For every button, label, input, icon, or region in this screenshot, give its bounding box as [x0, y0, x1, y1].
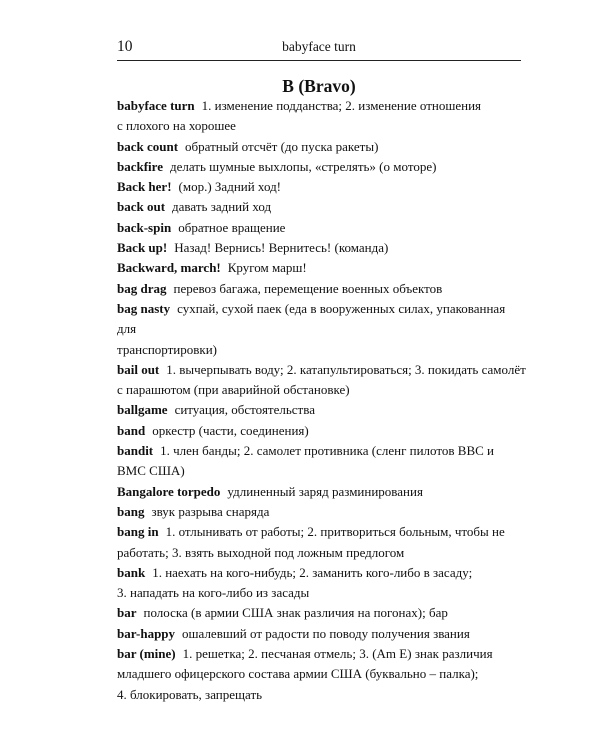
entry-continuation: 4. блокировать, запрещать [117, 686, 263, 702]
entry-definition: обратное вращение [178, 219, 286, 235]
entry-definition: удлиненный заряд разминирования [227, 483, 423, 499]
entry-continuation: с парашютом (при аварийной обстановке) [117, 382, 350, 398]
entry-line [117, 157, 527, 177]
entry-definition: делать шумные выхлопы, «стрелять» (о моторе) [169, 158, 437, 174]
entry-line [117, 522, 527, 542]
dictionary-entry [117, 400, 527, 420]
entry-term: band [117, 422, 146, 438]
entry-definition: оркестр (части, соединения) [152, 422, 309, 438]
dictionary-entry [117, 441, 527, 482]
entry-term: bar [117, 605, 137, 621]
entry-continuation: с плохого на хорошее [117, 118, 236, 134]
dictionary-entry [117, 563, 527, 604]
entry-term: bar (mine) [117, 646, 176, 662]
entry-continuation: младшего офицерского состава армии США (буквально – палка); [117, 666, 479, 682]
entry-continuation: ВМС США) [117, 463, 185, 479]
dictionary-entry [117, 258, 527, 278]
entry-term: bar-happy [117, 625, 176, 641]
entry-definition: давать задний ход [172, 199, 272, 215]
dictionary-entry [117, 624, 527, 644]
entry-term: Backward, march! [117, 260, 221, 276]
entry-line [117, 177, 527, 197]
entry-line [117, 299, 527, 340]
entry-line [117, 279, 527, 299]
entry-term: bang in [117, 524, 159, 540]
entry-term: backfire [117, 158, 163, 174]
dictionary-entry [117, 197, 527, 217]
dictionary-entry [117, 218, 527, 238]
entry-line [117, 258, 527, 278]
dictionary-entry [117, 421, 527, 441]
dictionary-entry [117, 360, 527, 401]
dictionary-entry [117, 644, 527, 705]
entry-line [117, 502, 527, 522]
entry-term: bank [117, 564, 146, 580]
entry-definition: 1. член банды; 2. самолет противника (сленг пилотов ВВС и [160, 443, 494, 459]
entry-continuation: 3. нападать на кого-либо из засады [117, 585, 310, 601]
entry-definition: (мор.) Задний ход! [178, 179, 282, 195]
entry-definition: Кругом марш! [227, 260, 307, 276]
entry-list [117, 96, 527, 705]
entry-definition: Назад! Вернись! Вернитесь! (команда) [174, 240, 389, 256]
dictionary-entry [117, 482, 527, 502]
dictionary-entry [117, 238, 527, 258]
entry-line [117, 482, 527, 502]
entry-term: babyface turn [117, 98, 195, 113]
entry-line [117, 624, 527, 644]
entry-definition: ошалевший от радости по поводу получения звания [182, 625, 470, 641]
entry-line [117, 441, 527, 461]
entry-term: bail out [117, 361, 160, 377]
entry-line [117, 96, 527, 116]
entry-definition: ситуация, обстоятельства [174, 402, 315, 418]
entry-definition: перевоз багажа, перемещение военных объектов [173, 280, 443, 296]
entry-term: Back up! [117, 240, 168, 256]
entry-line [117, 603, 527, 623]
entry-line [117, 238, 527, 258]
entry-line [117, 197, 527, 217]
entry-line [117, 218, 527, 238]
entry-term: back out [117, 199, 166, 215]
entry-term: back-spin [117, 219, 172, 235]
dictionary-entry [117, 137, 527, 157]
dictionary-entry [117, 502, 527, 522]
entry-term: bag nasty [117, 300, 171, 316]
entry-definition: обратный отсчёт (до пуска ракеты) [185, 138, 379, 154]
entry-term: Bangalore torpedo [117, 483, 221, 499]
entry-definition: 1. отлынивать от работы; 2. притвориться больным, чтобы не [165, 524, 505, 540]
page-header [117, 38, 521, 61]
entry-line [117, 360, 527, 380]
page-number: 10 [117, 38, 133, 55]
entry-term: back count [117, 138, 179, 154]
entry-term: Back her! [117, 179, 172, 195]
entry-term: bandit [117, 443, 154, 459]
entry-definition: 1. изменение подданства; 2. изменение отношения [201, 98, 482, 113]
dictionary-entry [117, 299, 527, 360]
entry-definition: сухпай, сухой паек (еда в вооруженных силах, упакованная для [117, 300, 506, 337]
entry-line [117, 421, 527, 441]
dictionary-entry [117, 603, 527, 623]
dictionary-entry [117, 522, 527, 563]
entry-line [117, 400, 527, 420]
dictionary-entry [117, 177, 527, 197]
entry-definition: 1. вычерпывать воду; 2. катапультироваться; 3. покидать самолёт [166, 361, 526, 377]
section-title: B (Bravo) [282, 76, 356, 96]
entry-term: ballgame [117, 402, 168, 418]
entry-line [117, 563, 527, 583]
dictionary-entry [117, 96, 527, 137]
entry-definition: полоска (в армии США знак различия на погонах); бар [143, 605, 448, 621]
entry-line [117, 644, 527, 664]
entry-term: bang [117, 503, 145, 519]
dictionary-entry [117, 157, 527, 177]
entry-continuation: транспортировки) [117, 341, 218, 357]
dictionary-entry [117, 279, 527, 299]
entry-definition: 1. решетка; 2. песчаная отмель; 3. (Am E) знак различия [182, 646, 493, 662]
entry-continuation: работать; 3. взять выходной под ложным предлогом [117, 544, 405, 560]
running-head: babyface turn [282, 39, 356, 54]
entry-line [117, 137, 527, 157]
entry-definition: 1. наехать на кого-нибудь; 2. заманить кого-либо в засаду; [152, 564, 473, 580]
entry-term: bag drag [117, 280, 167, 296]
entry-definition: звук разрыва снаряда [151, 503, 270, 519]
